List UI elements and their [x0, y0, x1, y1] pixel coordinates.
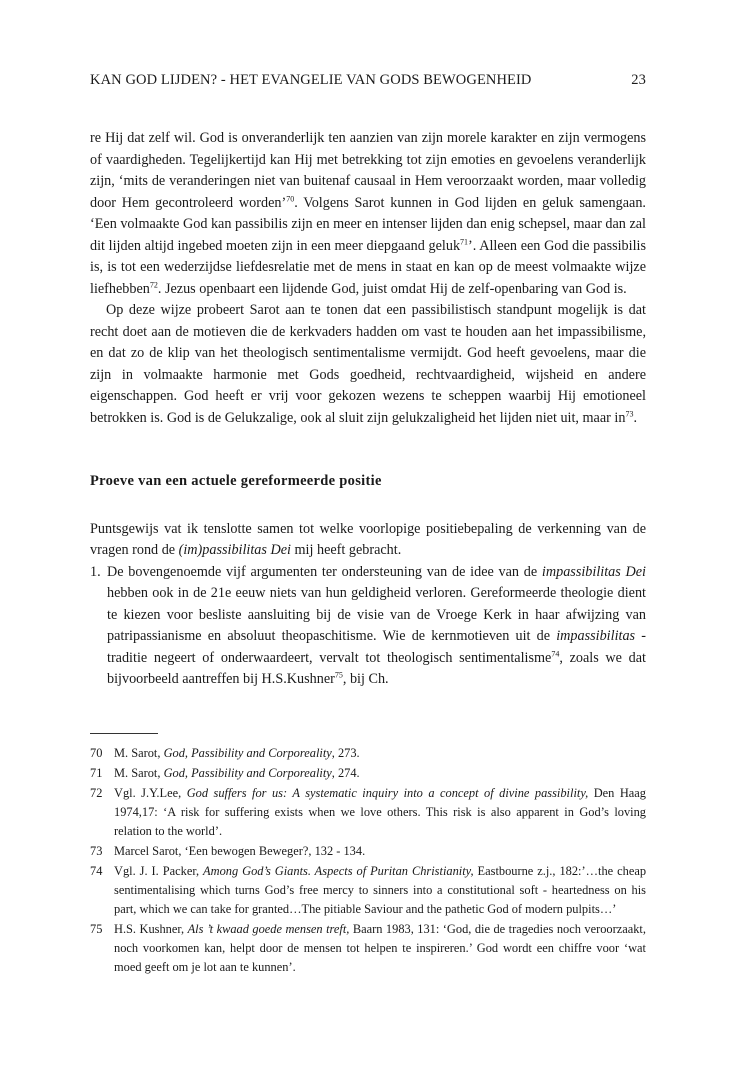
- paragraph: [90, 519, 646, 562]
- text-run: Puntsgewijs vat ik tenslotte samen tot welke voorlopige positiebepaling de verkenning van de vragen rond de: [90, 520, 646, 558]
- running-header: [90, 72, 646, 100]
- footnote-text: [114, 862, 646, 919]
- text-run: H.S. Kushner,: [114, 921, 188, 936]
- text-run: Op deze wijze probeert Sarot aan te tonen dat een passibilistisch standpunt mogelijk is dat recht doet aan de motieven die de kerkvaders hadden om vast te houden aan het impassibilisme, en dat zo de klip van het theologisch sentimentalisme vermijdt. God heeft gevoelens, maar die zijn in volmaakte harmonie met Gods goedheid, rechtvaardigheid, wijsheid en andere eigenschappen. God heeft er vrij voor gekozen wezens te scheppen waarbij Hij emotioneel betrokken is. God is de Gelukzalige, ook al sluit zijn gelukzaligheid het lijden niet uit, maar in: [90, 302, 646, 426]
- footnote-ref[interactable]: 73: [625, 408, 634, 418]
- text-run: - traditie negeert of onderwaardeert, vervalt tot theologisch sentimentalisme: [107, 628, 646, 666]
- list-number: 1.: [90, 563, 101, 580]
- text-run: M. Sarot,: [114, 745, 164, 760]
- footnote-number: 72: [90, 785, 103, 800]
- footnote-text: [114, 784, 646, 841]
- text-run: Vgl. J. I. Packer,: [114, 863, 204, 878]
- footnote-text: [114, 920, 646, 977]
- footnote-ref[interactable]: 72: [149, 279, 158, 289]
- footnote-number: 70: [90, 745, 103, 760]
- footnote-separator: [90, 733, 158, 734]
- text-run: De bovengenoemde vijf argumenten ter ondersteuning van de idee van de: [107, 563, 542, 580]
- footnote: [90, 764, 646, 783]
- list-body: [107, 562, 646, 691]
- section-heading: Proeve van een actuele gereformeerde positie: [90, 473, 382, 489]
- italic-run: God, Passibility and Corporeality: [163, 765, 332, 780]
- text-run: Marcel Sarot, ‘Een bewogen Beweger?, 132 - 134.: [114, 843, 366, 858]
- text-run: hebben ook in de 21e eeuw niets van hun geldigheid verloren. Gereformeerde theologie dient te kiezen voor besliste aansluiting bij de visie van de Vroege Kerk in haar afwijzing van patripassianisme en absoluut theopaschitisme. Wie de kernmotieven uit de: [107, 585, 646, 644]
- footnote-number: 71: [90, 765, 103, 780]
- footnote-text: [114, 744, 646, 763]
- text-run: .: [633, 409, 637, 426]
- italic-run: Among God’s Giants. Aspects of Puritan Christianity,: [203, 863, 474, 878]
- text-run: Baarn 1983, 131: ‘God, die de tragedies noch veroorzaakt, noch voorkomen kan, helpt door de mensen tot helpen te inspireren.’ God wordt een chiffre voor ‘wat moed geeft om je lot aan te kunnen’.: [114, 921, 646, 974]
- paragraph: [90, 300, 646, 429]
- text-run: , bij Ch.: [342, 671, 389, 687]
- footnote-ref[interactable]: 71: [460, 236, 469, 246]
- italic-run: God, Passibility and Corporeality: [163, 745, 332, 760]
- page-number: 23: [631, 72, 646, 88]
- text-run: . Jezus openbaart een lijdende God, juist omdat Hij de zelf-openbaring van God is.: [157, 280, 627, 297]
- text-run: , 273.: [331, 745, 360, 760]
- running-title: KAN GOD LIJDEN? - HET EVANGELIE VAN GODS BEWOGENHEID: [90, 72, 532, 88]
- paragraph: [90, 128, 646, 300]
- footnote-number: 73: [90, 843, 103, 858]
- footnote-text: [114, 842, 646, 861]
- italic-run: impassibilitas Dei: [541, 563, 646, 580]
- book-page: [90, 72, 646, 978]
- italic-run: impassibilitas: [556, 628, 636, 644]
- text-run: Eastbourne z.j., 182:’…the cheap sentimentalising which turns God’s free mercy to sinners into a constitutional soft - heartedness on his part, which we can take for granted…The pitiable Saviour and the pathetic God of modern pulpits…’: [114, 863, 647, 916]
- text-run: Vgl. J.Y.Lee,: [114, 785, 187, 800]
- footnote: [90, 862, 646, 919]
- italic-run: Als ’t kwaad goede mensen treft,: [187, 921, 350, 936]
- italic-run: God suffers for us: A systematic inquiry into a concept of divine passibility,: [186, 785, 589, 800]
- text-run: , 274.: [331, 765, 360, 780]
- footnote-ref[interactable]: 70: [286, 193, 295, 203]
- footnote: [90, 842, 646, 861]
- footnote: [90, 784, 646, 841]
- text-run: re Hij dat zelf wil. God is onveranderlijk ten aanzien van zijn morele karakter en zijn vermogens of vaardigheden. Tegelijkertijd kan Hij met betrekking tot zijn emoties en gevoelens veranderlijk zijn, ‘mits de veranderingen niet van buitenaf causaal in Hem veroorzaakt worden, maar volledig door Hem gecontroleerd worden’: [90, 130, 646, 211]
- text-run: ’. Alleen een God die passibilis is, is tot een wederzijdse liefdesrelatie met de mens in staat en kan op de meest volmaakte wijze liefhebben: [90, 237, 646, 297]
- footnote: [90, 920, 646, 977]
- main-text: [90, 128, 646, 691]
- text-run: , zoals we dat bijvoorbeeld aantreffen bij H.S.Kushner: [107, 649, 646, 687]
- text-run: . Volgens Sarot kunnen in God lijden en geluk samengaan. ‘Een volmaakte God kan passibilis zijn en meer en intenser lijden dan enig schepsel, maar dan zal dit lijden altijd ingebed moeten zijn in een meer diepgaand geluk: [90, 194, 646, 254]
- text-run: Den Haag 1974,17: ‘A risk for suffering exists when we love others. This risk is also apparent in God’s loving relation to the world’.: [114, 785, 646, 838]
- text-run: mij heeft gebracht.: [290, 542, 402, 558]
- footnote-number: 74: [90, 863, 103, 878]
- footnote-ref[interactable]: 75: [334, 670, 343, 680]
- footnote-number: 75: [90, 921, 103, 936]
- footnote-ref[interactable]: 74: [551, 648, 560, 658]
- list-item: [90, 562, 646, 691]
- footnotes: [90, 744, 646, 977]
- footnote: [90, 744, 646, 763]
- footnote-text: [114, 764, 646, 783]
- italic-run: (im)passibilitas Dei: [178, 542, 291, 558]
- text-run: M. Sarot,: [114, 765, 164, 780]
